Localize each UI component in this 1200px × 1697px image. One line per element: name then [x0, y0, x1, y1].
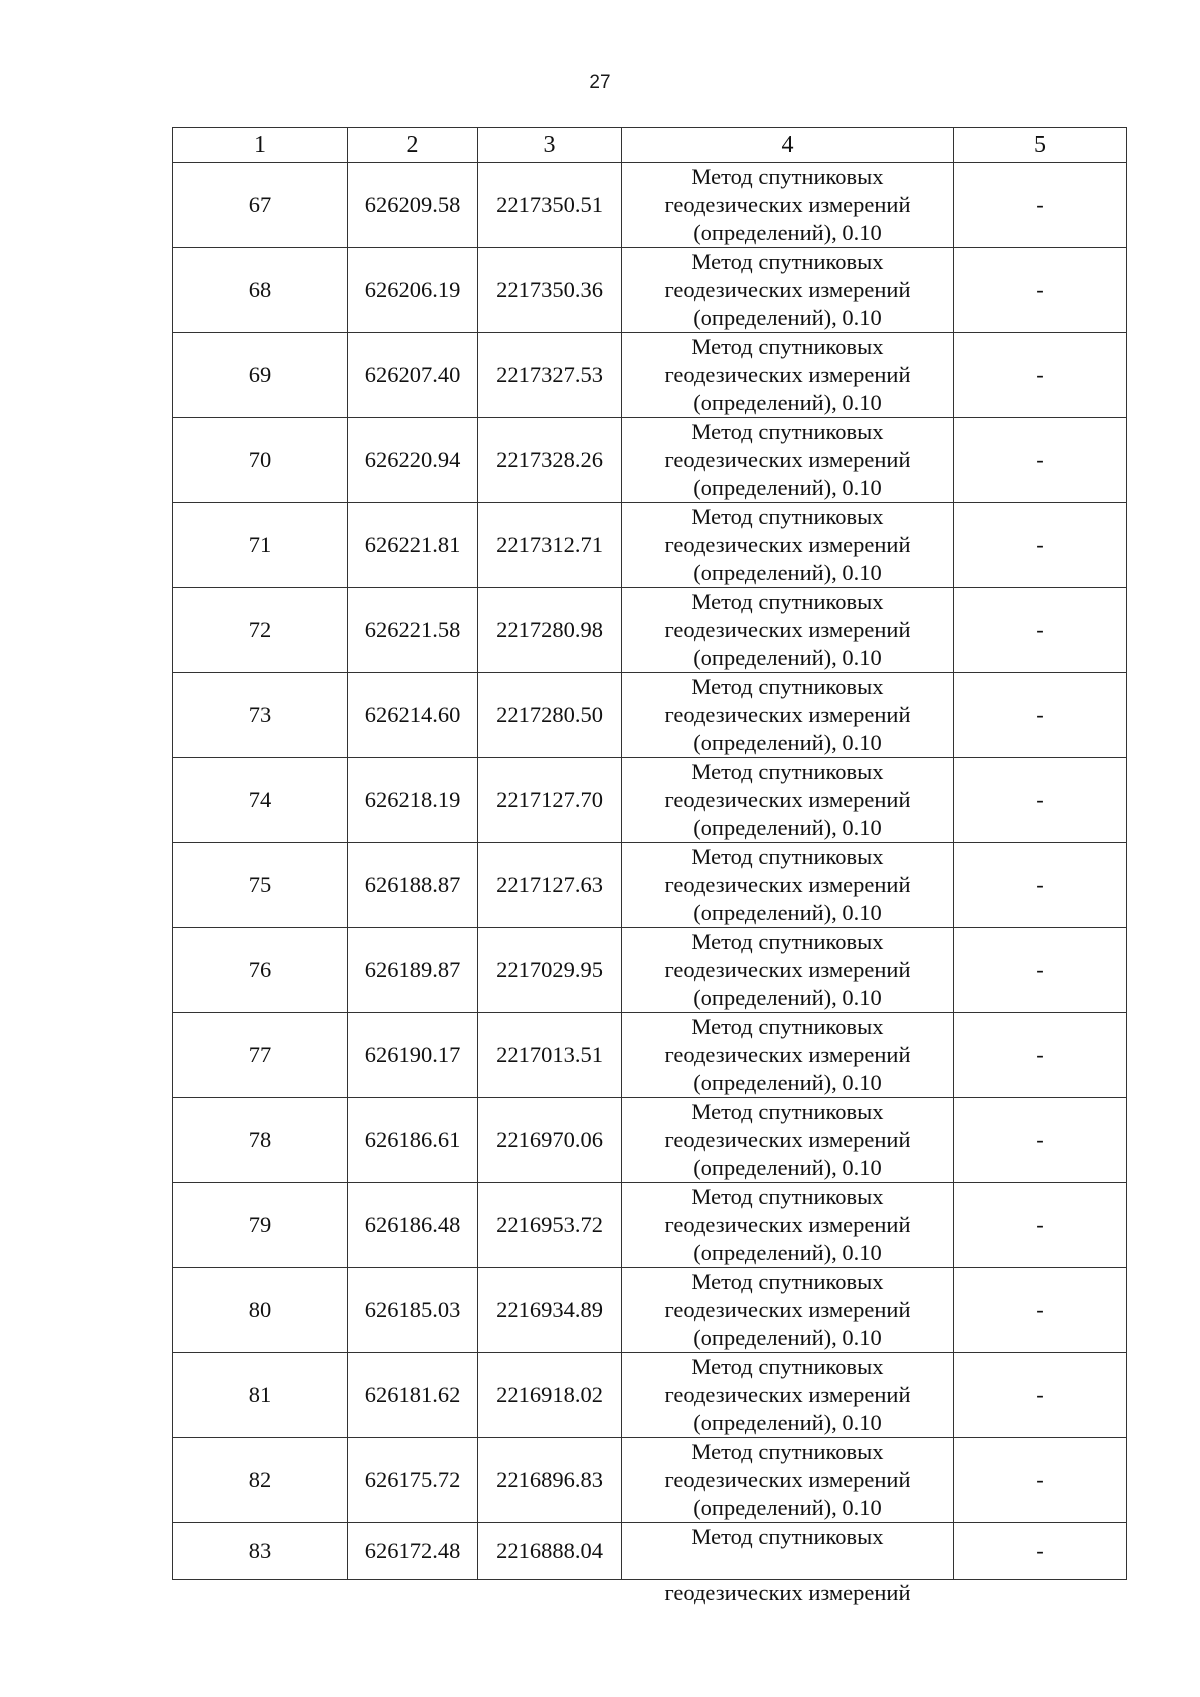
description-cell: - [954, 1438, 1127, 1523]
point-number-cell: 81 [173, 1353, 348, 1438]
point-number-cell: 68 [173, 248, 348, 333]
y-coordinate-cell: 2216934.89 [478, 1268, 622, 1353]
description-cell: - [954, 1268, 1127, 1353]
method-line-3: (определений), 0.10 [693, 1495, 882, 1520]
description-cell: - [954, 1183, 1127, 1268]
y-coordinate-cell: 2217029.95 [478, 928, 622, 1013]
table-row [173, 673, 1127, 758]
point-number-cell: 69 [173, 333, 348, 418]
method-line-1: Метод спутниковых [691, 1099, 884, 1124]
method-cell [622, 843, 954, 928]
description-cell: - [954, 673, 1127, 758]
x-coordinate-cell: 626185.03 [348, 1268, 478, 1353]
y-coordinate-cell: 2217280.98 [478, 588, 622, 673]
method-line-3: (определений), 0.10 [693, 1070, 882, 1095]
method-line-2: геодезических измерений [664, 532, 911, 557]
point-number-cell: 76 [173, 928, 348, 1013]
table-row [173, 843, 1127, 928]
method-cell [622, 1183, 954, 1268]
method-cell [622, 928, 954, 1013]
method-line-3: (определений), 0.10 [693, 730, 882, 755]
method-cell [622, 758, 954, 843]
method-line-3: (определений), 0.10 [693, 1155, 882, 1180]
method-cell [622, 163, 954, 248]
x-coordinate-cell: 626209.58 [348, 163, 478, 248]
table-row [173, 1438, 1127, 1523]
description-cell: - [954, 588, 1127, 673]
x-coordinate-cell: 626186.61 [348, 1098, 478, 1183]
table-row [173, 1098, 1127, 1183]
y-coordinate-cell: 2216896.83 [478, 1438, 622, 1523]
point-number-cell: 82 [173, 1438, 348, 1523]
point-number-cell: 79 [173, 1183, 348, 1268]
method-cell [622, 418, 954, 503]
method-line-1: Метод спутниковых [691, 1439, 884, 1464]
point-number-cell: 77 [173, 1013, 348, 1098]
y-coordinate-cell: 2217127.63 [478, 843, 622, 928]
method-line-1: Метод спутниковых [691, 1184, 884, 1209]
method-cell [622, 1268, 954, 1353]
method-line-3: (определений), 0.10 [693, 1410, 882, 1435]
page-number: 27 [589, 72, 611, 93]
header-col-5: 5 [954, 128, 1127, 163]
method-line-3: (определений), 0.10 [693, 305, 882, 330]
y-coordinate-cell: 2217327.53 [478, 333, 622, 418]
table-row [173, 758, 1127, 843]
method-line-2: геодезических измерений [664, 702, 911, 727]
method-line-3: (определений), 0.10 [693, 220, 882, 245]
method-line-2: геодезических измерений [664, 617, 911, 642]
point-number-cell: 80 [173, 1268, 348, 1353]
description-cell: - [954, 1523, 1127, 1580]
point-number-cell: 78 [173, 1098, 348, 1183]
method-cell [622, 503, 954, 588]
description-cell: - [954, 163, 1127, 248]
method-cell [622, 1098, 954, 1183]
description-cell: - [954, 1013, 1127, 1098]
y-coordinate-cell: 2216953.72 [478, 1183, 622, 1268]
table-row [173, 333, 1127, 418]
table-row [173, 1353, 1127, 1438]
method-line-3: (определений), 0.10 [693, 815, 882, 840]
method-line-3: (определений), 0.10 [693, 900, 882, 925]
x-coordinate-cell: 626190.17 [348, 1013, 478, 1098]
method-line-1: Метод спутниковых [691, 164, 884, 189]
header-col-1: 1 [173, 128, 348, 163]
table-row [173, 418, 1127, 503]
method-line-2: геодезических измерений [664, 1042, 911, 1067]
x-coordinate-cell: 626175.72 [348, 1438, 478, 1523]
description-cell: - [954, 843, 1127, 928]
method-line-1: Метод спутниковых [691, 334, 884, 359]
x-coordinate-cell: 626188.87 [348, 843, 478, 928]
header-row [173, 128, 1127, 163]
method-cell [622, 333, 954, 418]
method-line-3: (определений), 0.10 [693, 390, 882, 415]
method-line-3: (определений), 0.10 [693, 560, 882, 585]
table-row [173, 928, 1127, 1013]
method-line-2: геодезических измерений [664, 957, 911, 982]
method-line-1: Метод спутниковых [691, 1524, 884, 1549]
y-coordinate-cell: 2217350.51 [478, 163, 622, 248]
point-number-cell: 74 [173, 758, 348, 843]
point-number-cell: 67 [173, 163, 348, 248]
method-line-1: Метод спутниковых [691, 1354, 884, 1379]
method-line-1: Метод спутниковых [691, 844, 884, 869]
description-cell: - [954, 928, 1127, 1013]
method-line-2: геодезических измерений [664, 1467, 911, 1492]
header-col-4: 4 [622, 128, 954, 163]
header-col-2: 2 [348, 128, 478, 163]
y-coordinate-cell: 2217350.36 [478, 248, 622, 333]
method-cell [622, 248, 954, 333]
method-line-2: геодезических измерений [664, 362, 911, 387]
method-line-2: геодезических измерений [664, 1127, 911, 1152]
table-row [173, 503, 1127, 588]
description-cell: - [954, 1098, 1127, 1183]
method-line-1: Метод спутниковых [691, 1269, 884, 1294]
point-number-cell: 83 [173, 1523, 348, 1580]
table-row [173, 1013, 1127, 1098]
y-coordinate-cell: 2216888.04 [478, 1523, 622, 1580]
y-coordinate-cell: 2217328.26 [478, 418, 622, 503]
method-cell [622, 1523, 954, 1605]
method-line-3: (определений), 0.10 [693, 1325, 882, 1350]
method-line-3: (определений), 0.10 [693, 645, 882, 670]
table-row-last [173, 1523, 1127, 1580]
description-cell: - [954, 418, 1127, 503]
method-line-2: геодезических измерений [664, 1580, 911, 1605]
method-line-3: (определений), 0.10 [693, 1240, 882, 1265]
description-cell: - [954, 758, 1127, 843]
method-line-1: Метод спутниковых [691, 759, 884, 784]
x-coordinate-cell: 626221.81 [348, 503, 478, 588]
x-coordinate-cell: 626218.19 [348, 758, 478, 843]
method-line-2: геодезических измерений [664, 1212, 911, 1237]
method-cell [622, 588, 954, 673]
table-row [173, 588, 1127, 673]
method-line-2: геодезических измерений [664, 1297, 911, 1322]
method-line-2: геодезических измерений [664, 277, 911, 302]
method-line-2: геодезических измерений [664, 872, 911, 897]
point-number-cell: 73 [173, 673, 348, 758]
y-coordinate-cell: 2217127.70 [478, 758, 622, 843]
method-line-3: (определений), 0.10 [693, 985, 882, 1010]
method-text [622, 1523, 953, 1605]
description-cell: - [954, 248, 1127, 333]
description-cell: - [954, 503, 1127, 588]
y-coordinate-cell: 2216918.02 [478, 1353, 622, 1438]
method-line-1: Метод спутниковых [691, 504, 884, 529]
table-row [173, 163, 1127, 248]
x-coordinate-cell: 626206.19 [348, 248, 478, 333]
table-row [173, 1183, 1127, 1268]
method-line-1: Метод спутниковых [691, 674, 884, 699]
table-body [173, 163, 1127, 1605]
x-coordinate-cell: 626181.62 [348, 1353, 478, 1438]
table-row [173, 1268, 1127, 1353]
description-cell: - [954, 1353, 1127, 1438]
method-line-1: Метод спутниковых [691, 1014, 884, 1039]
y-coordinate-cell: 2217013.51 [478, 1013, 622, 1098]
x-coordinate-cell: 626189.87 [348, 928, 478, 1013]
method-line-2: геодезических измерений [664, 447, 911, 472]
x-coordinate-cell: 626207.40 [348, 333, 478, 418]
x-coordinate-cell: 626221.58 [348, 588, 478, 673]
table-row [173, 248, 1127, 333]
point-number-cell: 75 [173, 843, 348, 928]
method-cell [622, 1353, 954, 1438]
method-line-1: Метод спутниковых [691, 589, 884, 614]
method-line-2: геодезических измерений [664, 192, 911, 217]
x-coordinate-cell: 626172.48 [348, 1523, 478, 1580]
x-coordinate-cell: 626220.94 [348, 418, 478, 503]
method-line-1: Метод спутниковых [691, 929, 884, 954]
x-coordinate-cell: 626186.48 [348, 1183, 478, 1268]
table-header [173, 128, 1127, 163]
point-number-cell: 70 [173, 418, 348, 503]
method-line-2: геодезических измерений [664, 787, 911, 812]
method-cell [622, 1438, 954, 1523]
point-number-cell: 72 [173, 588, 348, 673]
description-cell: - [954, 333, 1127, 418]
x-coordinate-cell: 626214.60 [348, 673, 478, 758]
method-cell [622, 673, 954, 758]
y-coordinate-cell: 2217312.71 [478, 503, 622, 588]
header-col-3: 3 [478, 128, 622, 163]
point-number-cell: 71 [173, 503, 348, 588]
method-cell [622, 1013, 954, 1098]
y-coordinate-cell: 2216970.06 [478, 1098, 622, 1183]
method-line-3: (определений), 0.10 [693, 475, 882, 500]
method-line-1: Метод спутниковых [691, 419, 884, 444]
method-line-2: геодезических измерений [664, 1382, 911, 1407]
coordinates-table [172, 127, 1127, 1605]
method-line-1: Метод спутниковых [691, 249, 884, 274]
y-coordinate-cell: 2217280.50 [478, 673, 622, 758]
